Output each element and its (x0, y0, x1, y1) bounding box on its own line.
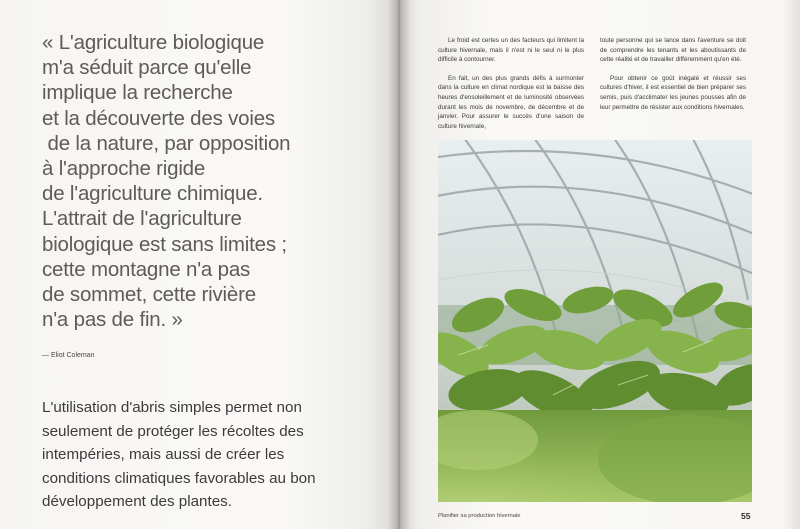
quote-line: à l'approche rigide (42, 157, 206, 181)
intro-line: seulement de protéger les récoltes des (42, 422, 304, 440)
quote-line: de la nature, par opposition (42, 131, 291, 155)
quote-line: biologique est sans limites ; (42, 232, 287, 256)
intro-line: intempéries, mais aussi de créer les (42, 446, 285, 464)
quote-line: « L'agriculture biologique (42, 31, 265, 54)
page-number: 55 (741, 511, 751, 521)
greenhouse-photo (438, 140, 752, 502)
greenhouse-illustration (438, 140, 752, 502)
quote-line: cette montagne n'a pas (42, 257, 251, 281)
quote-attribution: — Eliot Coleman (42, 352, 95, 359)
text-column-left (438, 36, 584, 140)
quote-line: n'a pas de fin. » (42, 308, 183, 332)
intro-line: L'utilisation d'abris simples permet non (42, 399, 302, 416)
quote-line: et la découverte des voies (42, 106, 275, 130)
intro-line: conditions climatiques favorables au bon (42, 469, 316, 487)
left-page (0, 0, 398, 529)
paragraph: Le froid est certes un des facteurs qui limitent la culture hivernale, mais il n'est ni le seul ni le plus difficile à contourner. (438, 37, 584, 64)
quote-line: m'a séduit parce qu'elle (42, 56, 252, 80)
pull-quote (42, 30, 362, 332)
paragraph: toute personne qui se lance dans l'aventure se doit de comprendre les tenants et les aboutissants de cette réalité et de travailler différemment qu'en été. (600, 37, 746, 64)
quote-line: implique la recherche (42, 81, 233, 105)
book-gutter (388, 0, 410, 529)
paragraph: Pour obtenir ce goût inégalé et réussir ses cultures d'hiver, il est essentiel de bien préparer ses semis, puis d'acclimater les jeunes pousses afin de leur permettre de résister aux conditions hivernales. (600, 74, 746, 111)
quote-line: de l'agriculture chimique. (42, 182, 263, 206)
quote-line: L'attrait de l'agriculture (42, 207, 242, 231)
running-footer: Planifier sa production hivernale (438, 513, 521, 519)
paragraph: En fait, un des plus grands défis à surmonter dans la culture en climat nordique est la baisse des heures d'ensoleillement et de luminosité observées durant les mois de novembre, de décembre et de janvier. Pour assurer le succès d'une saison de culture hivernale, (438, 74, 584, 130)
text-column-right (600, 36, 746, 121)
intro-line: développement des plantes. (42, 493, 232, 511)
quote-line: de sommet, cette rivière (42, 283, 256, 307)
intro-paragraph (42, 396, 362, 514)
